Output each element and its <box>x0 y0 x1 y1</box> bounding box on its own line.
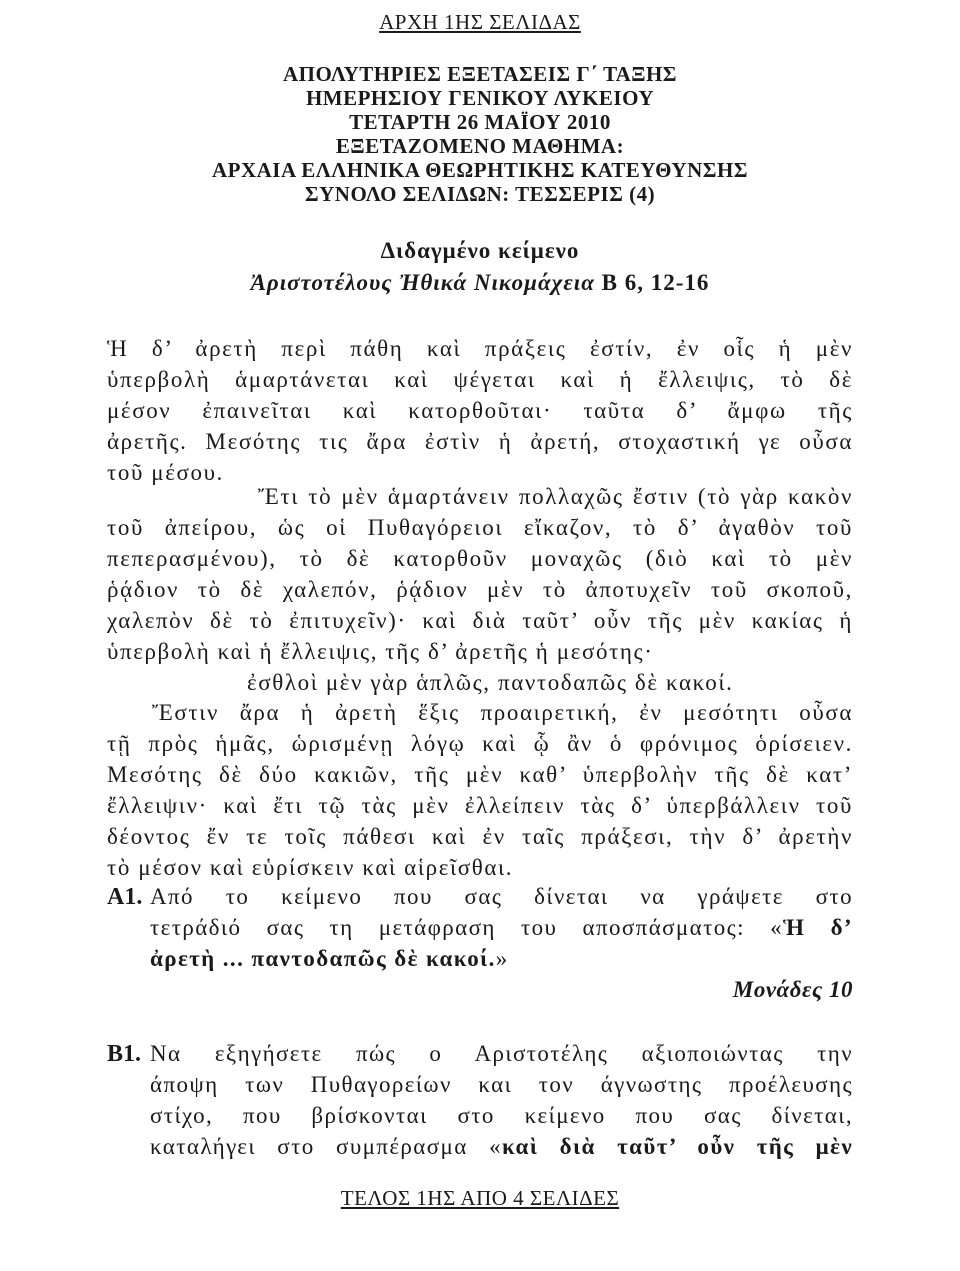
passage-line: Μεσότης δὲ δύο κακιῶν, τῆς μὲν καθ’ ὑπερβολὴν τῆς δὲ κατ’ <box>107 762 853 787</box>
quoted-text: καὶ διὰ ταῦτ’ οὖν τῆς μὲν <box>502 1134 854 1159</box>
passage-line: μέσον ἐπαινεῖται καὶ κατορθοῦται· ταῦτα δ’ ἄμφω τῆς <box>107 398 853 423</box>
question-line <box>150 1134 853 1160</box>
question-label: Α1. <box>107 884 143 910</box>
exam-header-line: ΕΞΕΤΑΖΟΜΕΝΟ ΜΑΘΗΜΑ: <box>335 134 625 158</box>
text-heading: Διδαγμένο κείμενο <box>380 238 580 263</box>
passage-line: ὑπερβολὴ καὶ ἡ ἔλλειψις, τῆς δ’ ἀρετῆς ἡ μεσότης· <box>107 639 654 664</box>
passage-line: τῇ πρὸς ἡμᾶς, ὡρισμένῃ λόγῳ καὶ ᾧ ἂν ὁ φρόνιμος ὁρίσειεν. <box>107 731 853 756</box>
question-line: Να εξηγήσετε πώς ο Αριστοτέλης αξιοποιώντας την <box>150 1041 853 1066</box>
passage-line: ἐσθλοὶ μὲν γὰρ ἁπλῶς, παντοδαπῶς δὲ κακοί. <box>247 670 734 695</box>
passage-line: Ἡ δ’ ἀρετὴ περὶ πάθη καὶ πράξεις ἐστίν, ἐν οἷς ἡ μὲν <box>107 336 853 361</box>
passage-line: ὑπερβολὴ ἁμαρτάνεται καὶ ψέγεται καὶ ἡ ἔλλειψις, τὸ δὲ <box>107 367 853 392</box>
source-work: Ἠθικά Νικομάχεια <box>399 270 595 295</box>
source-author: Ἀριστοτέλους <box>250 270 393 295</box>
exam-header-line: ΣΥΝΟΛΟ ΣΕΛΙΔΩΝ: ΤΕΣΣΕΡΙΣ (4) <box>304 182 656 206</box>
passage-line: τοῦ μέσου. <box>107 460 224 485</box>
exam-header <box>0 62 960 206</box>
passage-line: πεπερασμένου), τὸ δὲ κατορθοῦν μοναχῶς (διὸ καὶ τὸ μὲν <box>107 546 853 571</box>
question-text: καταλήγει στο συμπέρασμα « <box>150 1134 502 1159</box>
passage-line: ἀρετῆς. Μεσότης τις ἄρα ἐστὶν ἡ ἀρετή, στοχαστική γε οὖσα <box>107 429 853 454</box>
question-line: Από το κείμενο που σας δίνεται να γράψετε στο <box>150 884 853 909</box>
question-line <box>150 915 853 941</box>
question-line <box>150 946 853 972</box>
passage-line: τὸ μέσον καὶ εὑρίσκειν καὶ αἱρεῖσθαι. <box>107 855 514 880</box>
exam-header-line: ΗΜΕΡΗΣΙΟΥ ΓΕΝΙΚΟΥ ΛΥΚΕΙΟΥ <box>305 86 655 110</box>
passage-line: χαλεπὸν δὲ τὸ ἐπιτυχεῖν)· καὶ διὰ ταῦτ’ οὖν τῆς μὲν κακίας ἡ <box>107 608 853 633</box>
question-line: στίχο, που βρίσκονται στο κείμενο που σας δίνεται, <box>150 1103 853 1128</box>
points-label: Μονάδες 10 <box>732 977 853 1002</box>
quoted-text: ἀρετὴ ... παντοδαπῶς δὲ κακοί. <box>150 946 496 971</box>
exam-header-line: ΤΕΤΑΡΤΗ 26 ΜΑΪΟΥ 2010 <box>349 110 611 134</box>
passage-line: ἔλλειψιν· καὶ ἔτι τῷ τὰς μὲν ἐλλείπειν τὰς δ’ ὑπερβάλλειν τοῦ <box>107 793 853 818</box>
passage-line: τοῦ ἀπείρου, ὡς οἱ Πυθαγόρειοι εἴκαζον, τὸ δ’ ἀγαθὸν τοῦ <box>107 515 853 540</box>
page-header: ΑΡΧΗ 1ΗΣ ΣΕΛΙΔΑΣ <box>379 10 581 34</box>
question-text: » <box>495 946 509 971</box>
exam-header-line: ΑΠΟΛΥΤΗΡΙΕΣ ΕΞΕΤΑΣΕΙΣ Γ΄ ΤΑΞΗΣ <box>282 62 678 86</box>
quoted-text: Ἡ δ’ <box>783 915 853 940</box>
passage-line: δέοντος ἔν τε τοῖς πάθεσι καὶ ἐν ταῖς πράξεσι, τὴν δ’ ἀρετὴν <box>107 824 853 849</box>
source-ref: Β 6, 12-16 <box>601 270 710 295</box>
passage-line: Ἔστιν ἄρα ἡ ἀρετὴ ἕξις προαιρετική, ἐν μεσότητι οὖσα <box>152 700 853 725</box>
question-line: άποψη των Πυθαγορείων και τον άγνωστης προέλευσης <box>150 1072 853 1097</box>
passage-line: Ἔτι τὸ μὲν ἁμαρτάνειν πολλαχῶς ἔστιν (τὸ γὰρ κακὸν <box>258 484 853 509</box>
source-reference <box>0 270 960 296</box>
question-label: Β1. <box>107 1041 142 1067</box>
page-footer: ΤΕΛΟΣ 1ΗΣ ΑΠΟ 4 ΣΕΛΙΔΕΣ <box>340 1186 620 1210</box>
exam-header-line: ΑΡΧΑΙΑ ΕΛΛΗΝΙΚΑ ΘΕΩΡΗΤΙΚΗΣ ΚΑΤΕΥΘΥΝΣΗΣ <box>211 158 749 182</box>
question-text: τετράδιό σας τη μετάφραση του αποσπάσματος: « <box>150 915 784 940</box>
passage-line: ῥᾴδιον τὸ δὲ χαλεπόν, ῥᾴδιον μὲν τὸ ἀποτυχεῖν τοῦ σκοποῦ, <box>107 577 853 602</box>
